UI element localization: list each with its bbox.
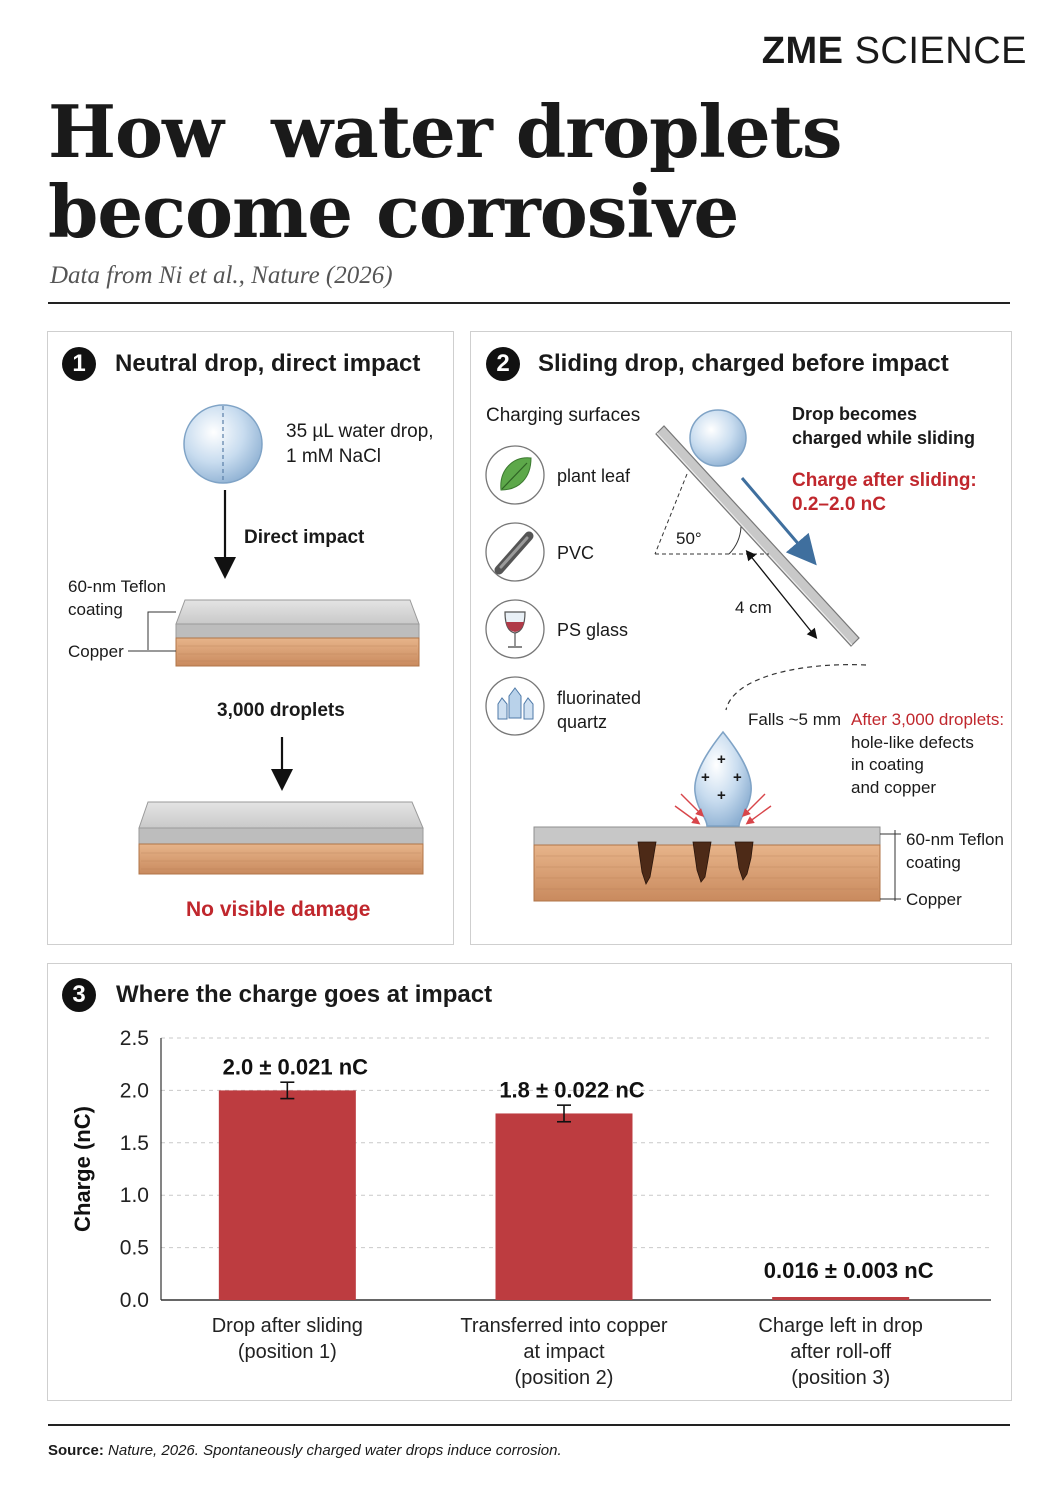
angle-arc bbox=[729, 527, 741, 554]
title-line-1: How water droplets bbox=[48, 89, 842, 174]
data-label: 1.8 ± 0.022 nC bbox=[499, 1077, 645, 1103]
teflon-leader bbox=[148, 612, 176, 650]
panel-2-number: 2 bbox=[486, 347, 520, 381]
x-tick-label: (position 3) bbox=[791, 1367, 891, 1389]
teflon-label-2-1: 60-nm Teflon bbox=[906, 830, 1004, 849]
length-label: 4 cm bbox=[735, 598, 772, 617]
panel-3 bbox=[47, 963, 1012, 1401]
title-line-2: become corrosive bbox=[48, 169, 739, 254]
x-tick-label: (position 1) bbox=[237, 1341, 337, 1363]
defects-label-2: in coating bbox=[851, 755, 924, 774]
defects-label-1: hole-like defects bbox=[851, 733, 974, 752]
page-title bbox=[48, 89, 842, 254]
y-tick-label: 2.5 bbox=[119, 1027, 149, 1050]
surface-label-pvc: PVC bbox=[557, 543, 595, 563]
teflon-label-2-2: coating bbox=[906, 853, 961, 872]
source-note bbox=[48, 1442, 562, 1459]
damaged-slab bbox=[534, 827, 880, 901]
drop-label-1: 35 µL water drop, bbox=[286, 421, 434, 442]
x-tick-label: after roll-off bbox=[790, 1341, 892, 1363]
leaf-icon bbox=[486, 446, 544, 504]
brand-part-2: SCIENCE bbox=[854, 30, 1027, 72]
x-tick-label: Drop after sliding bbox=[211, 1315, 363, 1337]
wine-glass-icon bbox=[486, 600, 544, 658]
y-tick-label: 0.0 bbox=[119, 1289, 149, 1312]
after-droplets-label: After 3,000 droplets: bbox=[851, 710, 1005, 729]
angle-label: 50° bbox=[676, 529, 702, 548]
y-axis-label: Charge (nC) bbox=[70, 1106, 95, 1232]
charge-sign-1: + bbox=[717, 751, 726, 768]
bar bbox=[772, 1297, 909, 1300]
bar bbox=[219, 1090, 356, 1300]
panel-3-number: 3 bbox=[62, 978, 96, 1012]
panel-1-number: 1 bbox=[62, 347, 96, 381]
header-divider bbox=[48, 302, 1010, 304]
panel-2-title: Sliding drop, charged before impact bbox=[538, 350, 949, 377]
charge-bar-chart bbox=[48, 964, 1011, 1400]
surface-label-quartz-1: fluorinated bbox=[557, 688, 642, 708]
x-tick-label: (position 2) bbox=[514, 1367, 614, 1389]
teflon-label-1: 60-nm Teflon bbox=[68, 577, 166, 596]
x-tick-label: Charge left in drop bbox=[758, 1315, 923, 1337]
panel-1 bbox=[47, 331, 454, 945]
sliding-drop-icon bbox=[690, 410, 746, 466]
bar bbox=[496, 1113, 633, 1300]
defects-label-3: and copper bbox=[851, 778, 937, 797]
charged-label-1: Drop becomes bbox=[792, 404, 918, 424]
panel-1-title: Neutral drop, direct impact bbox=[115, 350, 421, 377]
copper-label: Copper bbox=[68, 642, 124, 661]
slab-before bbox=[176, 600, 419, 666]
y-tick-label: 2.0 bbox=[119, 1079, 149, 1103]
panel-3-title: Where the charge goes at impact bbox=[116, 981, 493, 1008]
charged-label-2: charged while sliding bbox=[792, 428, 976, 448]
y-tick-label: 1.5 bbox=[119, 1131, 149, 1155]
charge-sign-3: + bbox=[733, 769, 742, 786]
x-tick-label: Transferred into copper bbox=[460, 1315, 668, 1337]
drop-label-2: 1 mM NaCl bbox=[286, 446, 382, 467]
y-tick-label: 0.5 bbox=[119, 1236, 149, 1260]
direct-impact-label: Direct impact bbox=[244, 527, 365, 548]
panel-2 bbox=[470, 331, 1012, 945]
surface-label-quartz-2: quartz bbox=[557, 712, 608, 732]
surface-label-leaf: plant leaf bbox=[557, 466, 631, 486]
page-subtitle: Data from Ni et al., Nature (2026) bbox=[50, 262, 393, 289]
y-tick-label: 1.0 bbox=[119, 1184, 149, 1208]
slab-after bbox=[139, 802, 423, 874]
charge-sign-2: + bbox=[701, 769, 710, 786]
copper-label-2: Copper bbox=[906, 890, 962, 909]
teflon-label-2: coating bbox=[68, 600, 123, 619]
charge-sign-4: + bbox=[717, 787, 726, 804]
droplets-label: 3,000 droplets bbox=[217, 700, 345, 721]
quartz-crystal-icon bbox=[486, 677, 544, 735]
data-label: 2.0 ± 0.021 nC bbox=[222, 1054, 369, 1080]
brand-part-1: ZME bbox=[761, 30, 844, 72]
charge-after-sliding-label: Charge after sliding: bbox=[792, 470, 977, 491]
surface-label-ps-glass: PS glass bbox=[557, 620, 629, 640]
footer-divider bbox=[48, 1424, 1010, 1426]
charge-range-value: 0.2–2.0 nC bbox=[792, 494, 886, 515]
water-drop-icon bbox=[184, 405, 262, 483]
source-label: Source: bbox=[48, 1442, 104, 1459]
x-tick-label: at impact bbox=[523, 1341, 605, 1363]
falls-label: Falls ~5 mm bbox=[748, 710, 842, 729]
pvc-rod-icon bbox=[486, 523, 544, 581]
data-label: 0.016 ± 0.003 nC bbox=[763, 1258, 934, 1283]
no-damage-label: No visible damage bbox=[186, 898, 371, 921]
source-text: Nature, 2026. Spontaneously charged water drops induce corrosion. bbox=[108, 1442, 562, 1459]
falling-trajectory bbox=[726, 665, 866, 710]
surfaces-heading: Charging surfaces bbox=[486, 405, 641, 426]
brand-logo bbox=[762, 30, 1027, 73]
